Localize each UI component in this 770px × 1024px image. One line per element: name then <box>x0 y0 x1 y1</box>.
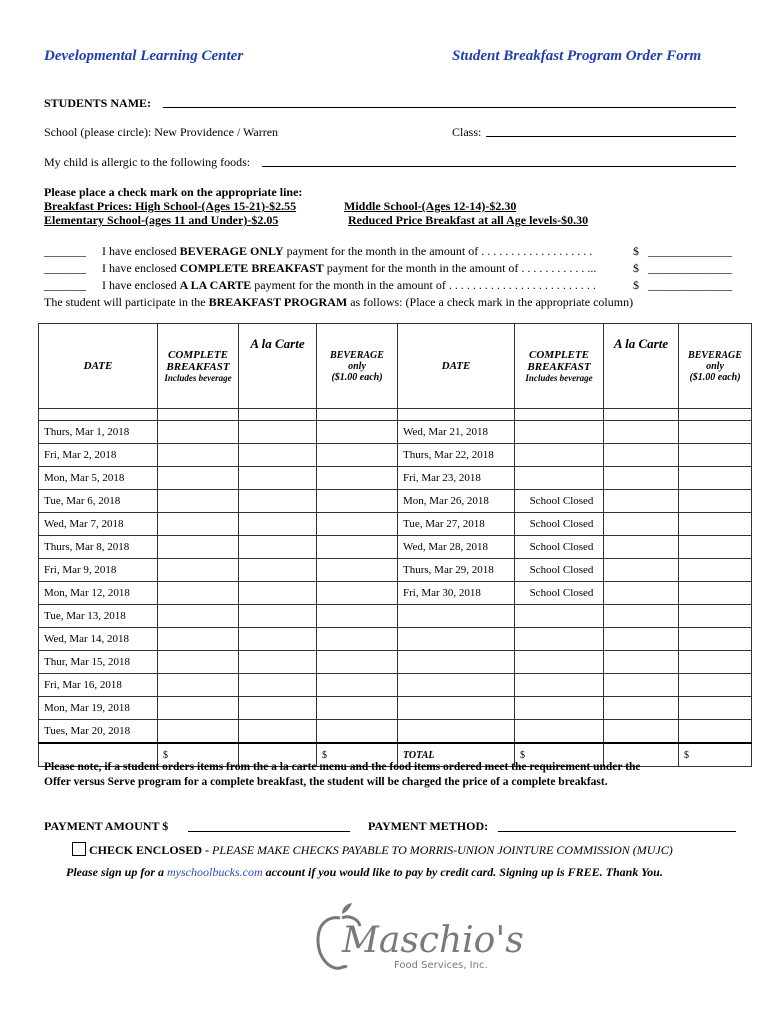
allergy-label: My child is allergic to the following foods: <box>44 155 251 169</box>
table-row <box>39 651 752 674</box>
total-label: TOTAL <box>398 743 515 767</box>
date-right <box>398 674 515 697</box>
complete-cell-left[interactable] <box>158 536 239 559</box>
date-header-right: DATE <box>398 324 515 409</box>
note-line-1: Please note, if a student orders items from the a la carte menu and the food items ordered meet the requirement under the <box>44 761 641 773</box>
date-left: Fri, Mar 16, 2018 <box>39 674 158 697</box>
payment-amount-label: PAYMENT AMOUNT $ <box>44 819 169 833</box>
complete-cell-right[interactable] <box>515 444 604 467</box>
date-right: Wed, Mar 28, 2018 <box>398 536 515 559</box>
date-right: Thurs, Mar 22, 2018 <box>398 444 515 467</box>
beverage-cell-right[interactable] <box>679 444 752 467</box>
beverage-cell-left[interactable] <box>317 536 398 559</box>
school-closed-note: School Closed <box>515 490 604 513</box>
alacarte-cell-right[interactable] <box>604 536 679 559</box>
alacarte-cell-right[interactable] <box>604 605 679 628</box>
myschoolbucks-link[interactable]: myschoolbucks.com <box>167 865 263 879</box>
date-left: Wed, Mar 7, 2018 <box>39 513 158 536</box>
complete-cell-right[interactable] <box>515 628 604 651</box>
table-row <box>39 444 752 467</box>
date-right <box>398 720 515 744</box>
payment-currency: $ <box>633 278 639 292</box>
beverage-cell-right[interactable] <box>679 651 752 674</box>
alacarte-cell-left[interactable] <box>239 720 317 744</box>
alacarte-cell-right[interactable] <box>604 490 679 513</box>
alacarte-cell-right[interactable] <box>604 651 679 674</box>
beverage-cell-left[interactable] <box>317 444 398 467</box>
alacarte-cell-left[interactable] <box>239 651 317 674</box>
date-left: Wed, Mar 14, 2018 <box>39 628 158 651</box>
beverage-cell-right[interactable] <box>679 582 752 605</box>
check-enclosed-row: CHECK ENCLOSED - PLEASE MAKE CHECKS PAYABLE TO MORRIS-UNION JOINTURE COMMISSION (MUJC) <box>72 842 673 857</box>
class-label: Class: <box>452 125 482 139</box>
complete-cell-left[interactable] <box>158 674 239 697</box>
alacarte-cell-left[interactable] <box>239 697 317 720</box>
alacarte-cell-left[interactable] <box>239 421 317 444</box>
payment-currency: $ <box>633 244 639 258</box>
complete-cell-left[interactable] <box>158 421 239 444</box>
complete-cell-left[interactable] <box>158 720 239 744</box>
complete-header-left: COMPLETE BREAKFAST Includes beverage <box>158 324 239 409</box>
payment-method-label: PAYMENT METHOD: <box>368 819 489 833</box>
payment-amount-field[interactable] <box>188 831 350 832</box>
maschios-logo <box>312 900 524 980</box>
beverage-cell-right[interactable] <box>679 536 752 559</box>
beverage-cell-right[interactable] <box>679 559 752 582</box>
beverage-cell-right[interactable] <box>679 490 752 513</box>
complete-cell-left[interactable] <box>158 467 239 490</box>
alacarte-cell-left[interactable] <box>239 628 317 651</box>
date-left: Thur, Mar 15, 2018 <box>39 651 158 674</box>
alacarte-cell-right[interactable] <box>604 444 679 467</box>
alacarte-cell-left[interactable] <box>239 536 317 559</box>
price-reduced: Reduced Price Breakfast at all Age levels-$0.30 <box>348 213 589 227</box>
alacarte-cell-right[interactable] <box>604 421 679 444</box>
complete-cell-right[interactable] <box>515 467 604 490</box>
beverage-cell-left[interactable] <box>317 467 398 490</box>
center-title: Developmental Learning Center <box>44 48 244 64</box>
student-name-label: STUDENTS NAME: <box>44 96 152 110</box>
alacarte-cell-left[interactable] <box>239 605 317 628</box>
complete-cell-left[interactable] <box>158 697 239 720</box>
date-left: Thurs, Mar 1, 2018 <box>39 421 158 444</box>
date-right <box>398 651 515 674</box>
alacarte-cell-right[interactable] <box>604 559 679 582</box>
complete-cell-left[interactable] <box>158 628 239 651</box>
price-middle-school: Middle School-(Ages 12-14)-$2.30 <box>344 199 517 213</box>
table-row <box>39 513 752 536</box>
beverage-cell-left[interactable] <box>317 559 398 582</box>
beverage-header-left: BEVERAGE only ($1.00 each) <box>317 324 398 409</box>
beverage-cell-left[interactable] <box>317 697 398 720</box>
alacarte-cell-left[interactable] <box>239 559 317 582</box>
complete-cell-right[interactable] <box>515 421 604 444</box>
beverage-cell-right[interactable] <box>679 674 752 697</box>
date-right <box>398 605 515 628</box>
date-left: Mon, Mar 5, 2018 <box>39 467 158 490</box>
beverage-cell-right[interactable] <box>679 697 752 720</box>
complete-cell-left[interactable] <box>158 651 239 674</box>
date-left: Thurs, Mar 8, 2018 <box>39 536 158 559</box>
payment-currency: $ <box>633 261 639 275</box>
beverage-cell-right[interactable] <box>679 720 752 744</box>
payment-method-field[interactable] <box>498 831 736 832</box>
date-right: Fri, Mar 30, 2018 <box>398 582 515 605</box>
payment-check-blank[interactable]: _______ <box>44 261 86 275</box>
alacarte-cell-left[interactable] <box>239 467 317 490</box>
school-closed-note: School Closed <box>515 582 604 605</box>
table-row <box>39 536 752 559</box>
complete-cell-left[interactable] <box>158 582 239 605</box>
date-left: Mon, Mar 19, 2018 <box>39 697 158 720</box>
participation-instruction: The student will participate in the BREAKFAST PROGRAM as follows: (Place a check mark in the appropriate column) <box>44 295 634 309</box>
date-header-left: DATE <box>39 324 158 409</box>
table-row <box>39 559 752 582</box>
school-closed-note: School Closed <box>515 559 604 582</box>
date-right: Thurs, Mar 29, 2018 <box>398 559 515 582</box>
alacarte-cell-right[interactable] <box>604 628 679 651</box>
table-row <box>39 697 752 720</box>
logo-wordmark: Maschio's <box>342 920 524 961</box>
date-right: Wed, Mar 21, 2018 <box>398 421 515 444</box>
alacarte-header-left: A la Carte <box>239 324 317 409</box>
complete-cell-left[interactable] <box>158 559 239 582</box>
price-high-school: Breakfast Prices: High School-(Ages 15-21)-$2.55 <box>44 199 297 213</box>
payment-check-blank[interactable]: _______ <box>44 278 86 292</box>
beverage-cell-left[interactable] <box>317 605 398 628</box>
alacarte-cell-right[interactable] <box>604 697 679 720</box>
alacarte-cell-left[interactable] <box>239 582 317 605</box>
order-table <box>38 323 752 767</box>
payment-check-blank[interactable]: _______ <box>44 244 86 258</box>
table-row <box>39 421 752 444</box>
total-complete-right[interactable]: $ <box>515 743 604 767</box>
alacarte-cell-right[interactable] <box>604 513 679 536</box>
complete-cell-left[interactable] <box>158 513 239 536</box>
complete-cell-right[interactable] <box>515 651 604 674</box>
date-left: Fri, Mar 9, 2018 <box>39 559 158 582</box>
complete-cell-left[interactable] <box>158 490 239 513</box>
beverage-cell-left[interactable] <box>317 720 398 744</box>
alacarte-cell-right[interactable] <box>604 582 679 605</box>
date-left: Tue, Mar 6, 2018 <box>39 490 158 513</box>
school-closed-note: School Closed <box>515 536 604 559</box>
price-instruction: Please place a check mark on the appropriate line: <box>44 185 303 199</box>
logo-subtitle: Food Services, Inc. <box>394 960 488 971</box>
table-row <box>39 490 752 513</box>
payment-description: I have enclosed A LA CARTE payment for the month in the amount of . . . . . . . . . . . . . . . . . . . . . . . . . <box>102 278 596 292</box>
alacarte-cell-right[interactable] <box>604 467 679 490</box>
beverage-cell-left[interactable] <box>317 674 398 697</box>
payment-description: I have enclosed COMPLETE BREAKFAST payment for the month in the amount of . . . . . . . . . . . ... <box>102 261 597 275</box>
date-right: Tue, Mar 27, 2018 <box>398 513 515 536</box>
beverage-cell-right[interactable] <box>679 421 752 444</box>
note-line-2: Offer versus Serve program for a complete breakfast, the student will be charged the price of a complete breakfast. <box>44 776 608 788</box>
alacarte-cell-right[interactable] <box>604 674 679 697</box>
form-title: Student Breakfast Program Order Form <box>452 48 702 64</box>
total-beverage-right[interactable]: $ <box>679 743 752 767</box>
date-left: Tue, Mar 13, 2018 <box>39 605 158 628</box>
class-field[interactable] <box>486 136 736 137</box>
complete-cell-left[interactable] <box>158 605 239 628</box>
complete-cell-left[interactable] <box>158 444 239 467</box>
alacarte-cell-left[interactable] <box>239 674 317 697</box>
beverage-cell-left[interactable] <box>317 490 398 513</box>
alacarte-cell-left[interactable] <box>239 490 317 513</box>
payment-amount-blank[interactable]: ______________ <box>648 278 732 292</box>
table-row <box>39 628 752 651</box>
complete-cell-right[interactable] <box>515 720 604 744</box>
beverage-cell-left[interactable] <box>317 513 398 536</box>
student-name-field[interactable] <box>163 107 736 108</box>
complete-cell-right[interactable] <box>515 697 604 720</box>
school-label: School (please circle): New Providence / Warren <box>44 125 279 139</box>
date-left: Tues, Mar 20, 2018 <box>39 720 158 744</box>
table-row <box>39 720 752 744</box>
total-complete-left[interactable]: $ <box>158 743 239 767</box>
date-left: Fri, Mar 2, 2018 <box>39 444 158 467</box>
payment-amount-blank[interactable]: ______________ <box>648 261 732 275</box>
beverage-cell-right[interactable] <box>679 628 752 651</box>
payment-amount-blank[interactable]: ______________ <box>648 244 732 258</box>
beverage-cell-right[interactable] <box>679 605 752 628</box>
payment-description: I have enclosed BEVERAGE ONLY payment for the month in the amount of . . . . . . . . . . . . . . . . . . . <box>102 244 593 258</box>
price-elementary: Elementary School-(ages 11 and Under)-$2.05 <box>44 213 279 227</box>
date-right: Mon, Mar 26, 2018 <box>398 490 515 513</box>
beverage-cell-left[interactable] <box>317 628 398 651</box>
alacarte-cell-left[interactable] <box>239 444 317 467</box>
date-right: Fri, Mar 23, 2018 <box>398 467 515 490</box>
complete-cell-right[interactable] <box>515 674 604 697</box>
date-right <box>398 628 515 651</box>
complete-header-right: COMPLETE BREAKFAST Includes beverage <box>515 324 604 409</box>
table-row <box>39 582 752 605</box>
beverage-cell-right[interactable] <box>679 467 752 490</box>
allergy-field[interactable] <box>262 166 736 167</box>
date-right <box>398 697 515 720</box>
signup-note: Please sign up for a myschoolbucks.com account if you would like to pay by credit card. Signing up is FREE. Thank You. <box>66 865 663 879</box>
check-enclosed-checkbox[interactable] <box>72 842 86 856</box>
beverage-cell-left[interactable] <box>317 582 398 605</box>
school-closed-note: School Closed <box>515 513 604 536</box>
beverage-cell-left[interactable] <box>317 651 398 674</box>
alacarte-cell-left[interactable] <box>239 513 317 536</box>
alacarte-header-right: A la Carte <box>604 324 679 409</box>
date-left: Mon, Mar 12, 2018 <box>39 582 158 605</box>
beverage-cell-right[interactable] <box>679 513 752 536</box>
table-row <box>39 467 752 490</box>
beverage-cell-left[interactable] <box>317 421 398 444</box>
complete-cell-right[interactable] <box>515 605 604 628</box>
total-beverage-left[interactable]: $ <box>317 743 398 767</box>
table-row <box>39 674 752 697</box>
alacarte-cell-right[interactable] <box>604 720 679 744</box>
beverage-header-right: BEVERAGE only ($1.00 each) <box>679 324 752 409</box>
table-row <box>39 605 752 628</box>
